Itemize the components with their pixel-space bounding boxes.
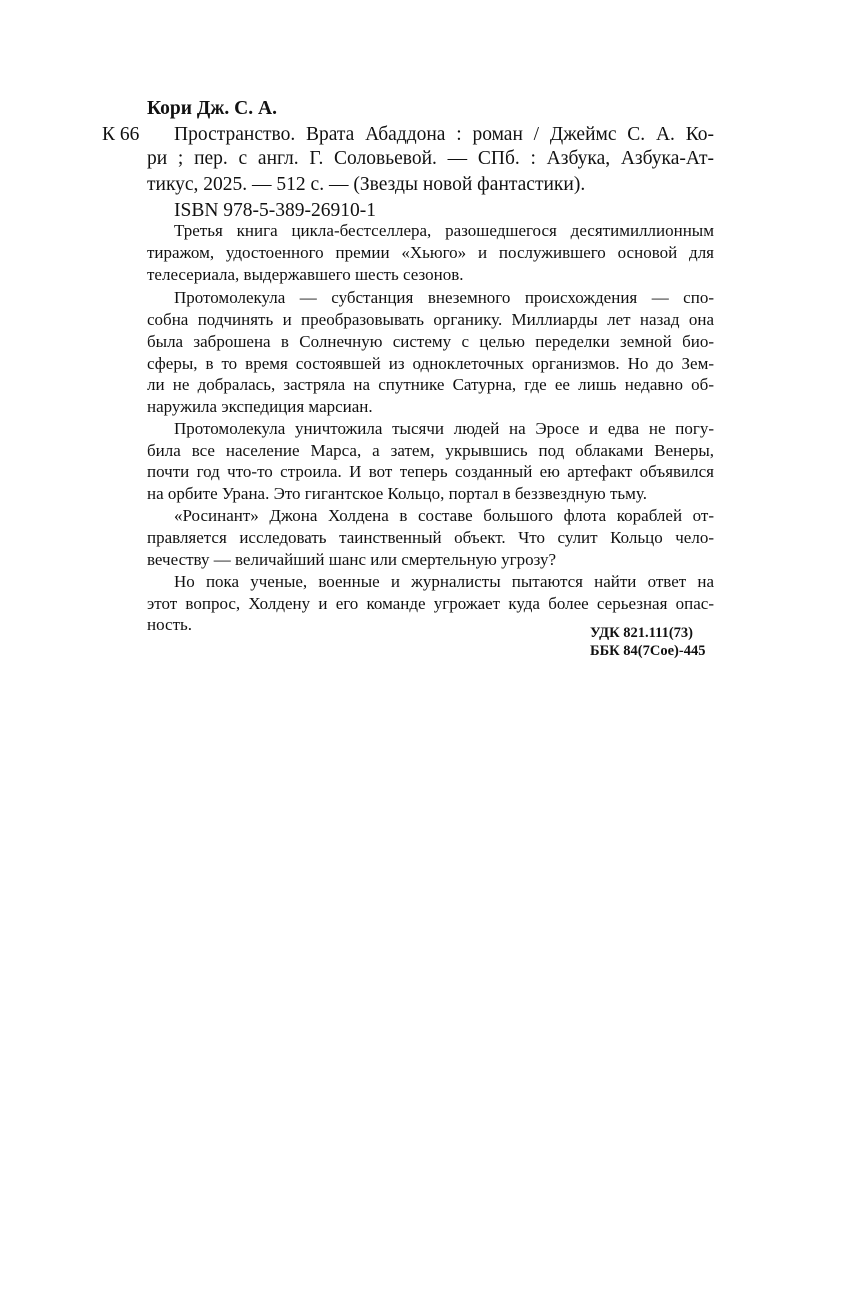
bibliographic-line: тикус, 2025. — 512 с. — (Звезды новой фантастики). xyxy=(147,174,586,195)
annotation-line: «Росинант» Джона Холдена в составе большого флота кораблей от- xyxy=(174,506,714,525)
bibliographic-line: Пространство. Врата Абаддона : роман / Джеймс С. А. Ко- xyxy=(174,124,714,145)
annotation-line: тиражом, удостоенного премии «Хьюго» и послужившего основой для xyxy=(147,243,714,262)
bbk-code: ББК 84(7Сое)-445 xyxy=(590,643,706,659)
isbn-line: ISBN 978-5-389-26910-1 xyxy=(174,200,377,221)
annotation-line: вечеству — величайший шанс или смертельную угрозу? xyxy=(147,550,556,569)
annotation-line: на орбите Урана. Это гигантское Кольцо, портал в беззвездную тьму. xyxy=(147,484,647,503)
annotation-line: била все население Марса, а затем, укрывшись под облаками Венеры, xyxy=(147,441,714,460)
annotation-line: телесериала, выдержавшего шесть сезонов. xyxy=(147,265,464,284)
annotation-line: правляется исследовать таинственный объект. Что сулит Кольцо чело- xyxy=(147,528,714,547)
annotation-line: Третья книга цикла-бестселлера, разошедшегося десятимиллионным xyxy=(174,221,714,240)
udk-code: УДК 821.111(73) xyxy=(590,625,693,641)
author-heading: Кори Дж. С. А. xyxy=(147,98,277,119)
annotation-line: сферы, в то время состоявшей из одноклеточных организмов. Но до Зем- xyxy=(147,354,714,373)
shelf-mark: К 66 xyxy=(102,124,140,145)
annotation-line: ность. xyxy=(147,615,192,634)
annotation-line: Протомолекула — субстанция внеземного происхождения — спо- xyxy=(174,288,714,307)
bibliographic-line: ри ; пер. с англ. Г. Соловьевой. — СПб. : Азбука, Азбука-Ат- xyxy=(147,148,714,169)
annotation-line: Но пока ученые, военные и журналисты пытаются найти ответ на xyxy=(174,572,714,591)
annotation-line: почти год что-то строила. И вот теперь созданный ею артефакт объявился xyxy=(147,462,714,481)
annotation-line: этот вопрос, Холдену и его команде угрожает куда более серьезная опас- xyxy=(147,594,714,613)
annotation-line: Протомолекула уничтожила тысячи людей на Эросе и едва не погу- xyxy=(174,419,714,438)
annotation-line: наружила экспедиция марсиан. xyxy=(147,397,373,416)
annotation-line: собна подчинять и преобразовывать органику. Миллиарды лет назад она xyxy=(147,310,714,329)
annotation-line: ли не добралась, застряла на спутнике Сатурна, где ее лишь недавно об- xyxy=(147,375,714,394)
annotation-line: была заброшена в Солнечную систему с целью переделки земной био- xyxy=(147,332,714,351)
